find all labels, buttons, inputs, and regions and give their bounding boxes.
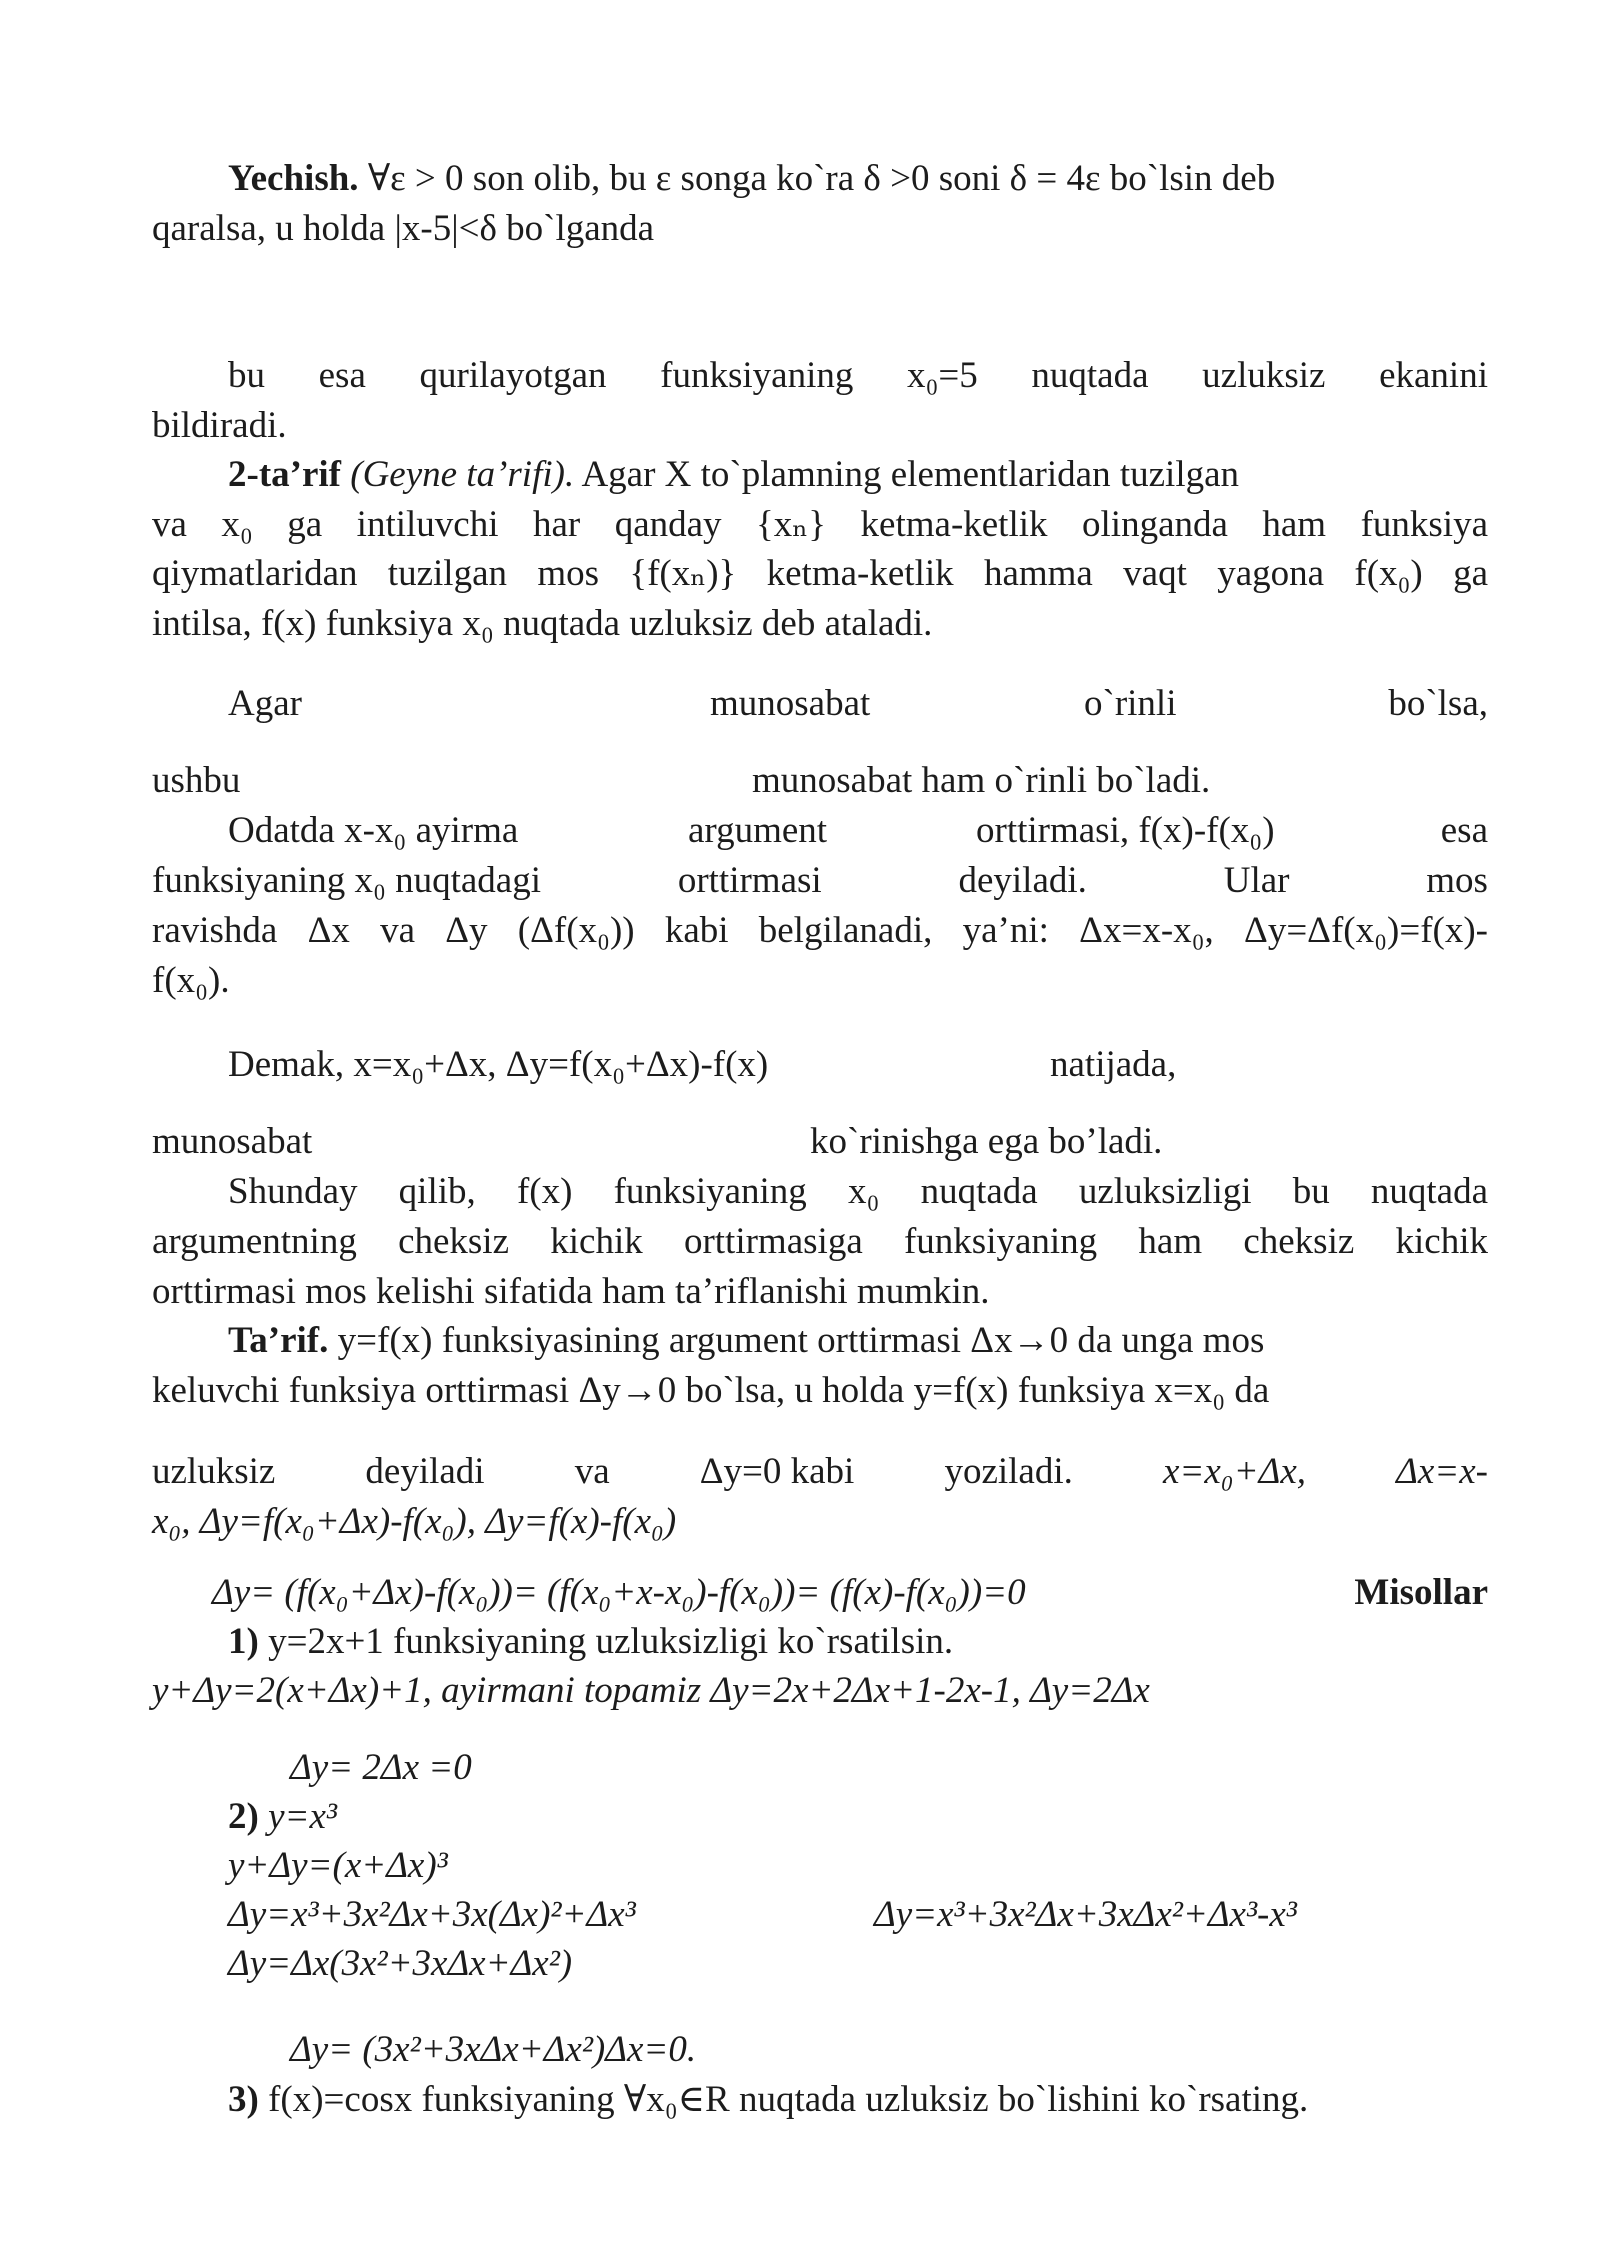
formula-text: x₀, Δy=f(x₀+Δx)-f(x₀), Δy=f(x)-f(x₀)	[152, 1501, 677, 1542]
formula-text: y+Δy=2(x+Δx)+1, ayirmani topamiz Δy=2x+2Δx+1-2x-1, Δy=2Δx	[152, 1670, 1150, 1711]
line-word: deyiladi	[365, 1451, 485, 1492]
formula-text: Δy= (f(x₀+Δx)-f(x₀))= (f(x₀+x-x₀)-f(x₀))= (f(x)-f(x₀))=0	[212, 1572, 1026, 1613]
formula-text: Δy= (3x²+3xΔx+Δx²)Δx=0.	[290, 2029, 697, 2070]
text-line	[228, 1617, 1564, 1666]
formula-text: y+Δy=(x+Δx)³	[228, 1845, 448, 1886]
line-word: orttirmasi	[677, 860, 822, 901]
text-line	[228, 2075, 1564, 2124]
text-line: ravishda Δx va Δy (Δf(x₀)) kabi belgilanadi, ya’ni: Δx=x-x₀, Δy=Δf(x₀)=f(x)-	[152, 910, 1488, 951]
text-line: keluvchi funksiya orttirmasi Δy→0 bo`lsa, u holda y=f(x) funksiya x=x₀ da	[152, 1370, 1270, 1411]
formula-text: y=x³	[268, 1796, 337, 1837]
text-line: orttirmasi mos kelishi sifatida ham ta’riflanishi mumkin.	[152, 1271, 990, 1312]
line-word: ushbu	[152, 760, 241, 801]
line-word: Ular	[1223, 860, 1290, 901]
definition-subtitle: (Geyne ta’rifi).	[350, 454, 575, 495]
line-word: Odatda x-x₀ ayirma	[228, 810, 519, 851]
line-word: munosabat	[710, 683, 871, 724]
line-word: munosabat ham o`rinli bo`ladi.	[752, 760, 1211, 801]
line-word: mos	[1426, 860, 1488, 901]
line-word: argument	[688, 810, 828, 851]
text-line: Shunday qilib, f(x) funksiyaning x₀ nuqtada uzluksizligi bu nuqtada	[228, 1171, 1488, 1212]
example-number: 2)	[228, 1796, 259, 1837]
text-line	[228, 450, 1488, 499]
line-word: x=x₀+Δx,	[1162, 1451, 1307, 1492]
formula-line	[152, 1497, 1488, 1546]
text-line: f(x₀).	[152, 960, 230, 1001]
formula-line	[228, 1841, 1564, 1890]
line-text: Demak, x=x₀+Δx, Δy=f(x₀+Δx)-f(x)	[228, 1044, 769, 1085]
text-line	[152, 856, 1488, 905]
line-text: Agar X to`plamning elementlaridan tuzilgan	[581, 454, 1240, 495]
text-line	[228, 1792, 1564, 1841]
line-text: ∀ε > 0 son olib, bu ε songa ko`ra δ >0 soni δ = 4ε bo`lsin deb	[367, 158, 1276, 199]
line-word: ko`rinishga ega bo’ladi.	[810, 1121, 1163, 1162]
line-word: o`rinli	[1084, 683, 1177, 724]
text-line: intilsa, f(x) funksiya x₀ nuqtada uzluksiz deb ataladi.	[152, 603, 933, 644]
text-line: qaralsa, u holda |x-5|<δ bo`lganda	[152, 208, 655, 249]
formula-line	[152, 1666, 1488, 1715]
line-word: munosabat	[152, 1121, 313, 1162]
text-line: bildiradi.	[152, 405, 287, 446]
line-word: yoziladi.	[944, 1451, 1073, 1492]
line-text: y=f(x) funksiyasining argument orttirmasi Δx→0 da unga mos	[337, 1320, 1265, 1361]
example-number: 1)	[228, 1621, 259, 1662]
text-line	[228, 154, 1488, 203]
line-word: bo`lsa,	[1388, 683, 1488, 724]
text-line	[152, 1447, 1488, 1496]
formula-line	[290, 2025, 1600, 2074]
line-word: Δy=0 kabi	[699, 1451, 855, 1492]
section-heading-misollar: Misollar	[1354, 1572, 1488, 1613]
text-line: argumentning cheksiz kichik orttirmasiga funksiyaning ham cheksiz kichik	[152, 1221, 1488, 1262]
formula-text: Δy=x³+3x²Δx+3xΔx²+Δx³-x³	[874, 1894, 1297, 1935]
text-line: qiymatlaridan tuzilgan mos {f(xₙ)} ketma-ketlik hamma vaqt yagona f(x₀) ga	[152, 553, 1488, 594]
line-word: deyiladi.	[958, 860, 1087, 901]
bold-lead: Yechish.	[228, 158, 359, 199]
line-text: y=2x+1 funksiyaning uzluksizligi ko`rsatilsin.	[268, 1621, 954, 1662]
formula-text: Δy=x³+3x²Δx+3x(Δx)²+Δx³	[228, 1894, 636, 1935]
formula-text: Δy= 2Δx =0	[290, 1747, 472, 1788]
formula-text: Δy=Δx(3x²+3xΔx+Δx²)	[228, 1943, 573, 1984]
line-text: f(x)=cosx funksiyaning ∀x₀∈R nuqtada uzluksiz bo`lishini ko`rsating.	[268, 2079, 1309, 2120]
line-word: Δx=x-	[1396, 1451, 1488, 1492]
line-word: natijada,	[1050, 1044, 1177, 1085]
formula-line	[290, 1743, 1600, 1792]
text-line: va x₀ ga intiluvchi har qanday {xₙ} ketma-ketlik olinganda ham funksiya	[152, 504, 1488, 545]
line-word: uzluksiz	[152, 1451, 276, 1492]
line-word: esa	[1440, 810, 1488, 851]
line-word: funksiyaning x₀ nuqtadagi	[152, 860, 542, 901]
text-line	[228, 1316, 1488, 1365]
example-number: 3)	[228, 2079, 259, 2120]
formula-line	[228, 1939, 1564, 1988]
definition-heading: Ta’rif.	[228, 1320, 329, 1361]
text-line: bu esa qurilayotgan funksiyaning x₀=5 nuqtada uzluksiz ekanini	[228, 355, 1488, 396]
definition-heading: 2-ta’rif	[228, 454, 341, 495]
line-word: orttirmasi, f(x)-f(x₀)	[976, 810, 1275, 851]
line-word: Agar	[228, 683, 302, 724]
formula-line	[212, 1568, 1488, 1617]
line-word: va	[574, 1451, 610, 1492]
